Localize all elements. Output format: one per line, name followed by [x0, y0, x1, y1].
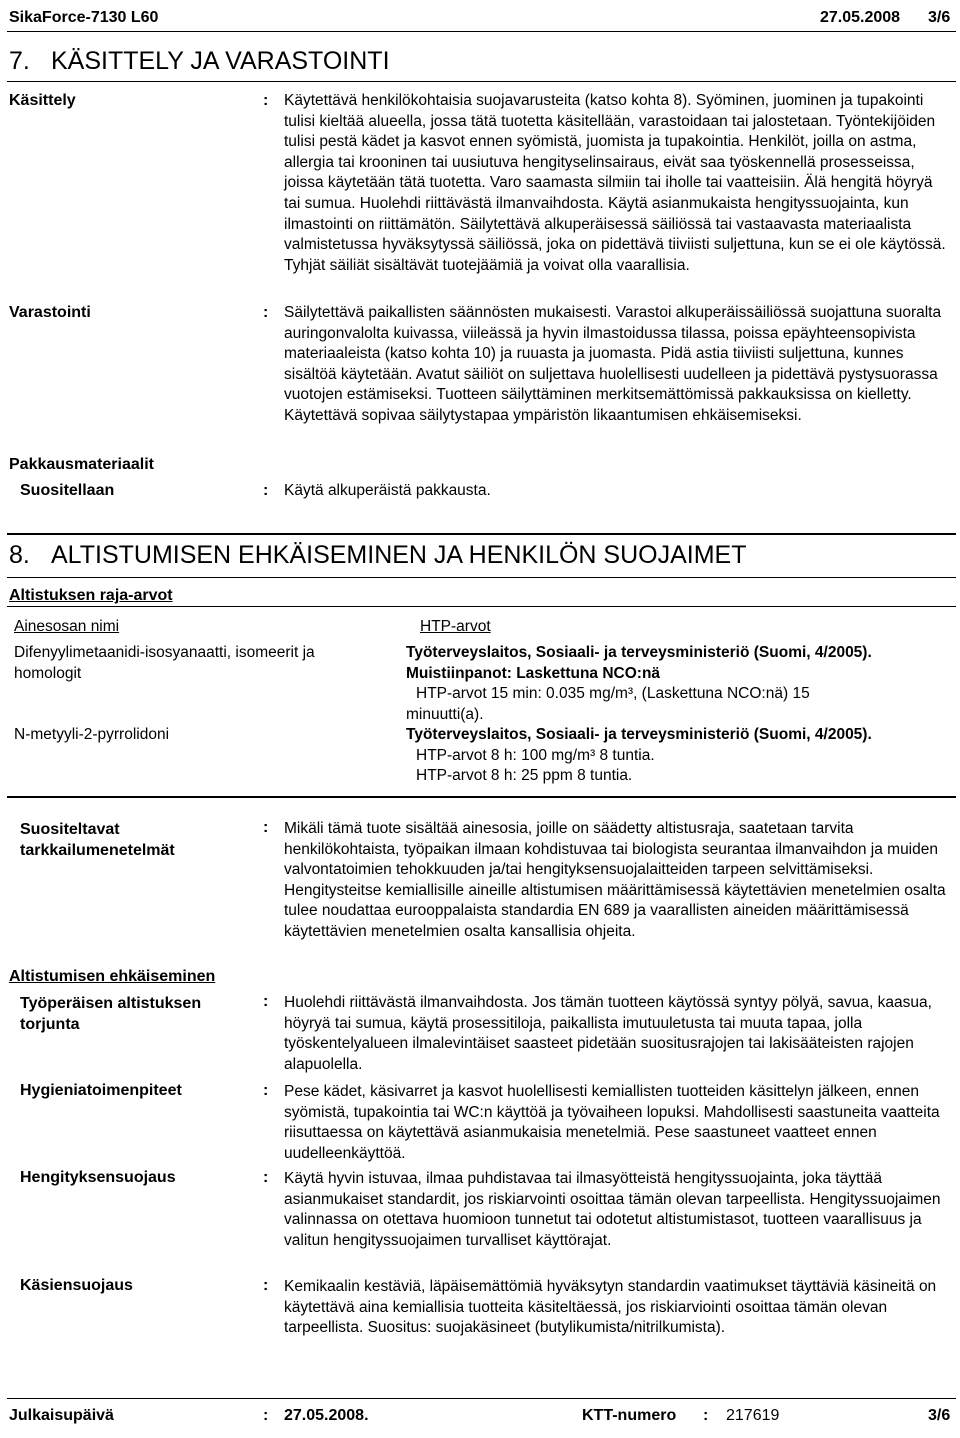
monitoring-label: Suositeltavat tarkkailumenetelmät [20, 821, 175, 859]
section7-number: 7. [9, 47, 30, 75]
hygiene-label: Hygieniatoimenpiteet [20, 1082, 182, 1099]
limits-box-bottom [7, 796, 956, 798]
hygiene-text: Pese kädet, käsivarret ja kasvot huolellisesti kemiallisten tuotteiden käsittelyn jälkeen, ennen syömistä, tupakointia tai WC:n käyttöä ja työvaiheen lopuksi. Mahdollisesti saastuneita vaatteita riisuttaessa on käytettävä asianmukaisia menetelmiä. Pese saastuneet vaatteet ennen uudelleenkäyttöä. [284, 1083, 940, 1162]
section8-top-rule [7, 533, 956, 535]
storage-label: Varastointi [9, 304, 91, 321]
packaging-recommended-label: Suositellaan [20, 482, 115, 499]
packaging-recommended-text: Käytä alkuperäistä pakkausta. [284, 482, 491, 499]
section7-rule [7, 81, 956, 82]
ingredient-name: N-metyyli-2-pyrrolidoni [14, 726, 170, 743]
packaging-colon: : [263, 482, 269, 499]
col-ingredient-header: Ainesosan nimi [14, 618, 120, 635]
storage-colon: : [263, 304, 269, 321]
footer-ktt-colon: : [703, 1407, 709, 1424]
limits-box-top [7, 606, 956, 607]
exposure-limits-heading: Altistuksen raja-arvot [9, 587, 173, 604]
handling-colon: : [263, 92, 269, 109]
respiratory-label: Hengityksensuojaus [20, 1169, 176, 1186]
section7-heading [9, 47, 390, 76]
respiratory-colon: : [263, 1169, 269, 1186]
section8-rule [7, 577, 956, 578]
header-product: SikaForce-7130 L60 [9, 9, 159, 26]
header-rule [7, 31, 956, 32]
ingredient-source: Työterveyslaitos, Sosiaali- ja terveysministeriö (Suomi, 4/2005). [406, 726, 872, 743]
section8-heading [9, 541, 747, 570]
hygiene-colon: : [263, 1082, 269, 1099]
header-date: 27.05.2008 [820, 9, 901, 26]
col-htp-header: HTP-arvot [420, 618, 491, 635]
footer-pub-colon: : [263, 1407, 269, 1424]
ingredient-value: HTP-arvot 15 min: 0.035 mg/m³, (Laskettuna NCO:nä) 15 minuutti(a). [406, 685, 810, 723]
ingredient-value: HTP-arvot 8 h: 25 ppm 8 tuntia. [416, 767, 633, 784]
footer-pub-date: 27.05.2008. [284, 1407, 369, 1424]
footer-page: 3/6 [928, 1407, 951, 1424]
storage-text: Säilytettävä paikallisten säännösten mukaisesti. Varastoi alkuperäissäiliössä suojattuna suoralta auringonvalolta kuivassa, viileässä ja hyvin ilmastoidussa tilassa, poissa epäyhteensopivista materiaaleista (katso kohta 10) ja ruuasta ja juomasta. Pidä astia tiiviisti suljettuna, kunnes sisältöä käytetään. Avatut säiliöt on suljettava huolellisesti uudelleen ja pidettävä pystysuorassa vuotojen estämiseksi. Tuotteen säilyttäminen merkitsemättömissä pakkauksissa on kielletty. Käytettävä sopivaa säilytystapaa ympäristön likaantumisen ehkäisemiseksi. [284, 304, 942, 424]
hands-label: Käsiensuojaus [20, 1277, 133, 1294]
header-page: 3/6 [928, 9, 951, 26]
section7-title: KÄSITTELY JA VARASTOINTI [51, 47, 390, 75]
hands-colon: : [263, 1277, 269, 1294]
packaging-label: Pakkausmateriaalit [9, 456, 154, 473]
respiratory-text: Käytä hyvin istuvaa, ilmaa puhdistavaa tai ilmasyötteistä hengityssuojainta, joka täyttää asianmukaiset standardit, jos riskiarvointi osoittaa tämän olevan tarpeellista. Hengityssuojaimen valinnassa on otettava huomioon tunnetut tai odotetut altistumistasot, tuotteen vaarallisuus ja valitun hengityssuojaimen turvalliset käyttörajat. [284, 1170, 941, 1249]
ingredient-name: Difenyylimetaanidi-isosyanaatti, isomeerit ja homologit [14, 644, 315, 682]
monitoring-text: Mikäli tämä tuote sisältää ainesosia, joille on säädetty altistusraja, saatetaan tarvita henkilökohtaista, työpaikan ilmaan kohdistuvaa tai biologista seurantaa ilmanvaihdon ja muiden valvontatoimien tehokkuuden ja/tai hengityksensuojalaitteiden tarpeen selvittämiseksi. Hengitysteitse kemiallisille aineille altistumisen määrittämisessä käytettävien menetelmien osalta tulee noudattaa eurooppalaista standardia EN 689 ja vaarallisten aineiden määrittämisessä käytettävien menetelmien osalta kansallisia ohjeita. [284, 820, 946, 940]
workplace-label: Työperäisen altistuksen torjunta [20, 995, 202, 1033]
handling-text: Käytettävä henkilökohtaisia suojavarusteita (katso kohta 8). Syöminen, juominen ja tupakointi tulisi kieltää alueella, jossa tätä tuotetta käsitellään, varastoidaan tai jalostetaan. Työntekijöiden tulisi pestä kädet ja kasvot ennen syömistä, juomista ja tupakointia. Henkilöt, joilla on astma, allergia tai krooninen tai uusiutuva hengityselinsairaus, eivät saa työskennellä prosesseissa, joissa käytetään tätä tuotetta. Varo saamasta silmiin tai iholle tai vaatteisiin. Älä hengitä höyryä tai sumua. Huolehdi riittävästä ilmanvaihdosta. Käytä asianmukaista hengityssuojainta, kun ilmastointi on riittämätön. Säilytettävä alkuperäisessä säiliössä tai vastaavasta materiaalista valmistetussa hyväksytyssä säiliössä, joka on pidettävä tiiviisti suljettuna, kun se ei ole käytössä. Tyhjät säiliät sisältävät tuotejäämiä ja voivat olla vaarallisia. [284, 92, 946, 274]
footer-ktt-label: KTT-numero [582, 1407, 677, 1424]
section8-number: 8. [9, 541, 30, 569]
footer-rule [7, 1398, 956, 1399]
ingredient-value: HTP-arvot 8 h: 100 mg/m³ 8 tuntia. [416, 747, 655, 764]
monitoring-colon: : [263, 819, 269, 836]
handling-label: Käsittely [9, 92, 76, 109]
section8-title: ALTISTUMISEN EHKÄISEMINEN JA HENKILÖN SUOJAIMET [51, 541, 747, 569]
footer-pub-label: Julkaisupäivä [9, 1407, 114, 1424]
footer-ktt-number: 217619 [726, 1407, 780, 1424]
hands-text: Kemikaalin kestäviä, läpäisemättömiä hyväksytyn standardin vaatimukset täyttäviä käsineitä on käytettävä aina kemiallisia tuotteita käsiteltäessä, jos riskiarviointi osoittaa tämän olevan tarpeellista. Suositus: suojakäsineet (butylikumista/nitrilkumista). [284, 1278, 937, 1337]
prevention-heading: Altistumisen ehkäiseminen [9, 968, 216, 985]
ingredient-source: Työterveyslaitos, Sosiaali- ja terveysministeriö (Suomi, 4/2005). [406, 644, 872, 661]
workplace-text: Huolehdi riittävästä ilmanvaihdosta. Jos tämän tuotteen käytössä syntyy pölyä, savua, kaasua, höyryä tai sumua, käytä prosessitiloja, paikallista imutuuletusta tai muuta tapaa, jolla työskentelyalueen ilmalevintäiset saasteet pidetään suositusrajojen tai lakisääteisten rajojen alapuolella. [284, 994, 932, 1073]
workplace-colon: : [263, 993, 269, 1010]
ingredient-note: Muistiinpanot: Laskettuna NCO:nä [406, 665, 661, 682]
